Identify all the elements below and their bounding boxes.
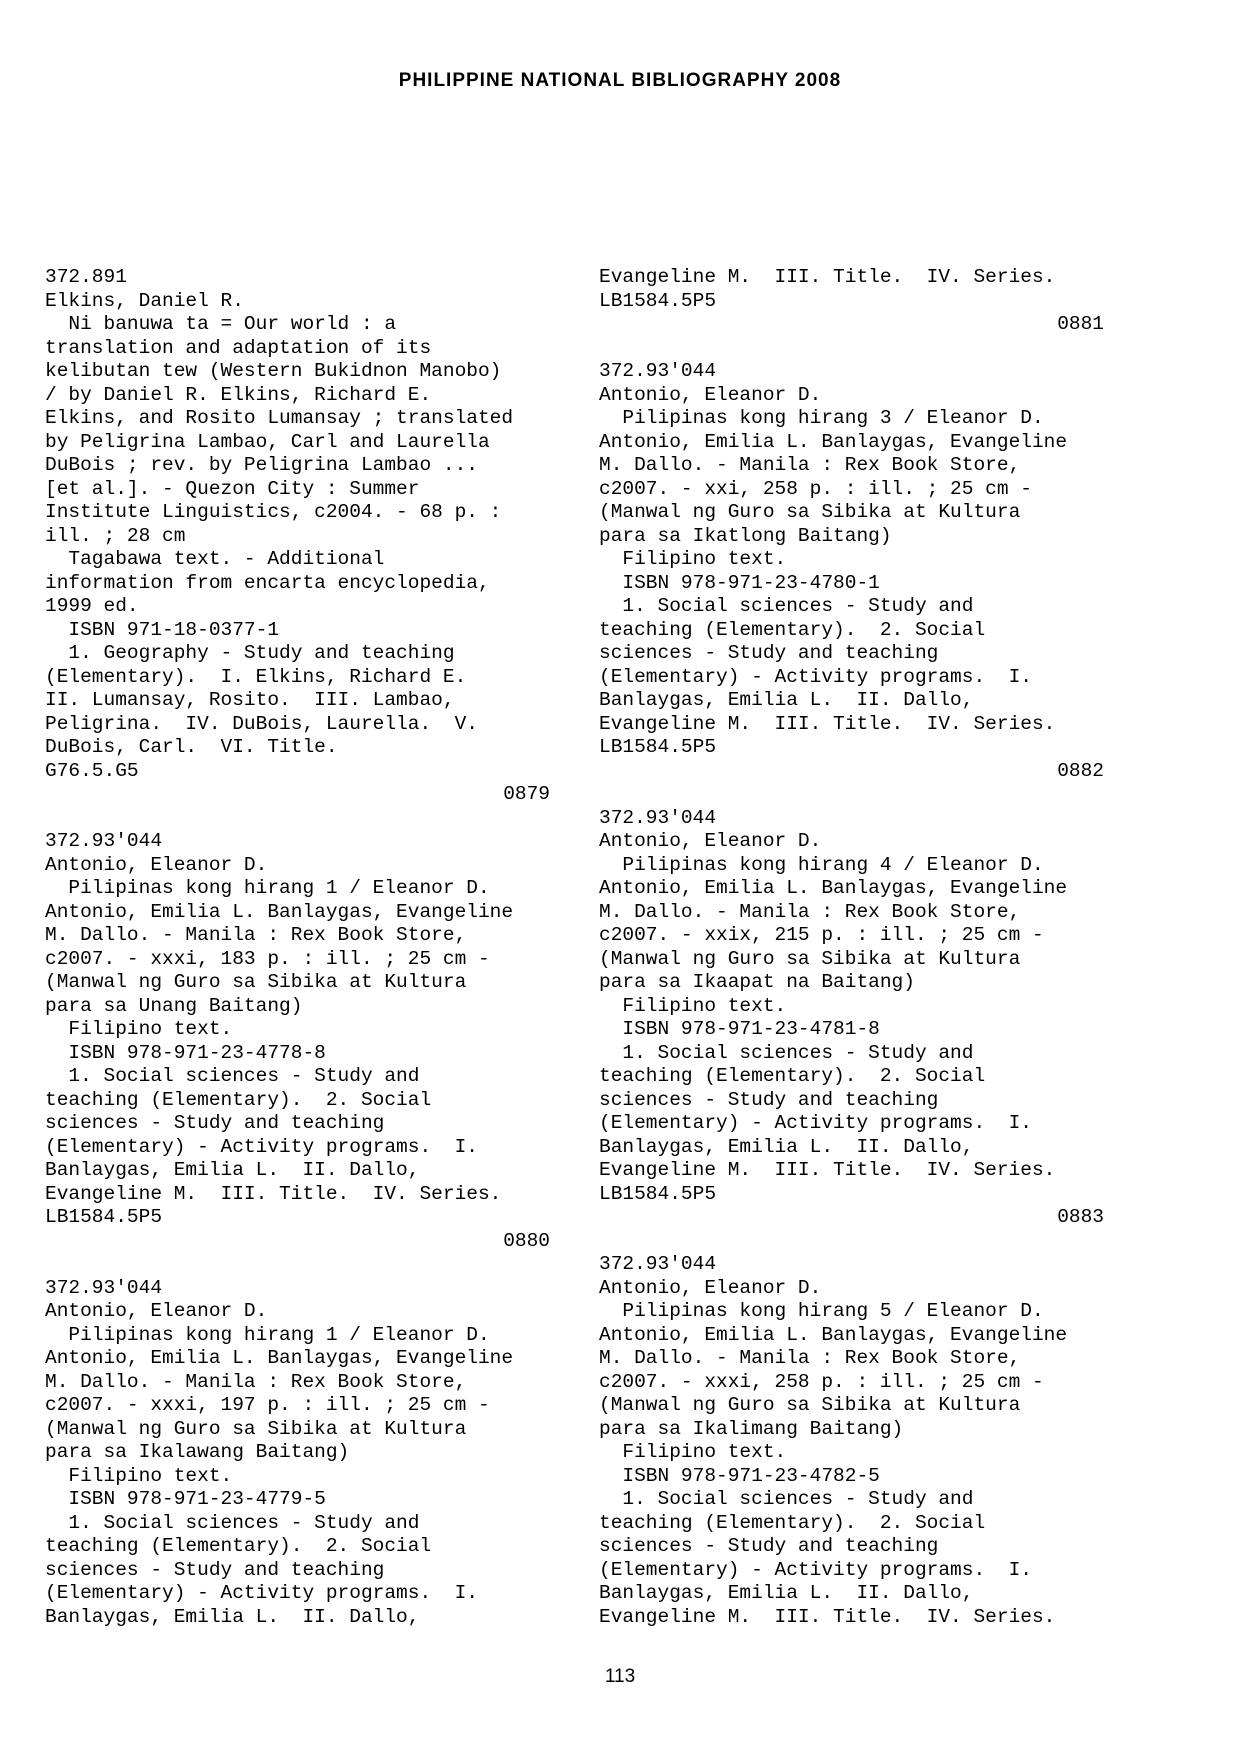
- entry-line: 1. Social sciences - Study and: [45, 1065, 420, 1087]
- entry-line: / by Daniel R. Elkins, Richard E.: [45, 383, 432, 406]
- entry-line: teaching (Elementary). 2. Social: [599, 618, 986, 641]
- entry-number: 0882: [1057, 759, 1104, 782]
- entry-line: LB1584.5P5: [599, 1182, 717, 1205]
- entry-line: c2007. - xxxi, 183 p. : ill. ; 25 cm -: [45, 947, 490, 970]
- entry-line: M. Dallo. - Manila : Rex Book Store,: [45, 1370, 467, 1393]
- entry-line: (Manwal ng Guro sa Sibika at Kultura: [45, 1417, 467, 1440]
- entry-line: Evangeline M. III. Title. IV. Series.: [599, 712, 1056, 735]
- entry-line: Antonio, Emilia L. Banlaygas, Evangeline: [599, 430, 1068, 453]
- entry-line: M. Dallo. - Manila : Rex Book Store,: [599, 1347, 1021, 1369]
- entry-line: (Manwal ng Guro sa Sibika at Kultura: [599, 501, 1021, 523]
- entry-line: Institute Linguistics, c2004. - 68 p. :: [45, 501, 502, 523]
- entry-line: Tagabawa text. - Additional: [45, 548, 385, 570]
- entry-line: Evangeline M. III. Title. IV. Series.: [599, 1159, 1056, 1181]
- entry-line: 372.93'044: [45, 830, 163, 852]
- entry-line: teaching (Elementary). 2. Social: [45, 1535, 432, 1557]
- entry-line: para sa Unang Baitang): [45, 994, 303, 1017]
- entry-line: Pilipinas kong hirang 5 / Eleanor D.: [599, 1300, 1044, 1322]
- entry-spacer: [45, 807, 550, 831]
- entry-line: kelibutan tew (Western Bukidnon Manobo): [45, 360, 502, 382]
- entry-line: Filipino text.: [45, 1018, 233, 1040]
- entry-line: teaching (Elementary). 2. Social: [45, 1088, 432, 1111]
- entry-line: ISBN 978-971-23-4779-5: [45, 1488, 326, 1510]
- entry-line: Filipino text.: [599, 548, 787, 570]
- entry-line: Evangeline M. III. Title. IV. Series.: [599, 1605, 1056, 1628]
- entry-spacer: [599, 783, 1104, 807]
- entry-line: Evangeline M. III. Title. IV. Series.: [45, 1182, 502, 1205]
- entry-line: c2007. - xxi, 258 p. : ill. ; 25 cm -: [599, 477, 1032, 500]
- entry-line: 1. Social sciences - Study and: [599, 1041, 974, 1064]
- entry-spacer: [45, 1253, 550, 1277]
- entry-line: Antonio, Eleanor D.: [599, 830, 822, 852]
- entry-line: G76.5.G5: [45, 759, 139, 782]
- entry-line: by Peligrina Lambao, Carl and Laurella: [45, 430, 490, 453]
- entry-line: para sa Ikalimang Baitang): [599, 1417, 904, 1440]
- entry-line: 1. Social sciences - Study and: [599, 595, 974, 617]
- entry-line: Antonio, Emilia L. Banlaygas, Evangeline: [599, 877, 1068, 899]
- entry-line: teaching (Elementary). 2. Social: [599, 1065, 986, 1087]
- entry-line: ISBN 978-971-23-4782-5: [599, 1464, 880, 1487]
- entry-line: (Elementary). I. Elkins, Richard E.: [45, 665, 467, 688]
- entry-line: Banlaygas, Emilia L. II. Dallo,: [599, 1135, 974, 1158]
- entry-line: Pilipinas kong hirang 4 / Eleanor D.: [599, 853, 1044, 876]
- entry-line: (Elementary) - Activity programs. I.: [599, 1558, 1032, 1581]
- entry-line: M. Dallo. - Manila : Rex Book Store,: [599, 454, 1021, 476]
- entry-line: teaching (Elementary). 2. Social: [599, 1511, 986, 1534]
- entry-line: 1. Geography - Study and teaching: [45, 642, 455, 664]
- page-header-title: PHILIPPINE NATIONAL BIBLIOGRAPHY 2008: [398, 70, 842, 91]
- entry-line: Antonio, Eleanor D.: [599, 383, 822, 406]
- entry-line: Banlaygas, Emilia L. II. Dallo,: [45, 1159, 420, 1181]
- entry-line: DuBois ; rev. by Peligrina Lambao ...: [45, 454, 478, 476]
- entry-line: sciences - Study and teaching: [45, 1112, 385, 1134]
- entry-line: M. Dallo. - Manila : Rex Book Store,: [599, 900, 1021, 923]
- entry-line: 1. Social sciences - Study and: [45, 1511, 420, 1534]
- entry-line: Pilipinas kong hirang 1 / Eleanor D.: [45, 877, 490, 899]
- entry-line: II. Lumansay, Rosito. III. Lambao,: [45, 689, 455, 711]
- entry-line: (Manwal ng Guro sa Sibika at Kultura: [599, 947, 1021, 970]
- entry-line: Antonio, Emilia L. Banlaygas, Evangeline: [599, 1323, 1068, 1346]
- entry-line: Antonio, Eleanor D.: [599, 1276, 822, 1299]
- entry-line: c2007. - xxix, 215 p. : ill. ; 25 cm -: [599, 924, 1044, 946]
- entry-line: Filipino text.: [45, 1464, 233, 1487]
- entry-line: (Manwal ng Guro sa Sibika at Kultura: [45, 971, 467, 993]
- entry-line: (Elementary) - Activity programs. I.: [599, 1112, 1032, 1134]
- entry-spacer: [599, 1230, 1104, 1254]
- entry-line: Filipino text.: [599, 1441, 787, 1463]
- entry-line: c2007. - xxxi, 258 p. : ill. ; 25 cm -: [599, 1370, 1044, 1393]
- entry-line: Antonio, Eleanor D.: [45, 853, 268, 876]
- entry-line: 372.93'044: [45, 1276, 163, 1299]
- entry-line: (Elementary) - Activity programs. I.: [45, 1582, 478, 1604]
- entry-line: sciences - Study and teaching: [599, 1088, 939, 1111]
- bibliography-column-left: [45, 266, 550, 1629]
- entry-line: ISBN 978-971-23-4780-1: [599, 571, 880, 594]
- entry-line: Evangeline M. III. Title. IV. Series.: [599, 266, 1056, 288]
- entry-number: 0883: [1057, 1206, 1104, 1228]
- entry-line: M. Dallo. - Manila : Rex Book Store,: [45, 924, 467, 946]
- entry-line: Filipino text.: [599, 994, 787, 1017]
- entry-line: (Manwal ng Guro sa Sibika at Kultura: [599, 1394, 1021, 1416]
- entry-line: sciences - Study and teaching: [45, 1558, 385, 1581]
- entry-line: LB1584.5P5: [599, 736, 717, 758]
- entry-line: (Elementary) - Activity programs. I.: [45, 1135, 478, 1158]
- entry-line: translation and adaptation of its: [45, 336, 432, 359]
- entry-line: Antonio, Eleanor D.: [45, 1300, 268, 1322]
- entry-line: Elkins, and Rosito Lumansay ; translated: [45, 407, 514, 429]
- entry-line: Pilipinas kong hirang 3 / Eleanor D.: [599, 407, 1044, 429]
- entry-line: ISBN 978-971-23-4781-8: [599, 1018, 880, 1040]
- bibliography-column-right: [599, 266, 1104, 1629]
- entry-number: 0880: [503, 1229, 550, 1252]
- entry-line: 372.93'044: [599, 806, 717, 829]
- entry-line: para sa Ikatlong Baitang): [599, 524, 892, 547]
- entry-line: Banlaygas, Emilia L. II. Dallo,: [45, 1605, 420, 1628]
- entry-line: 372.891: [45, 266, 127, 288]
- entry-line: Antonio, Emilia L. Banlaygas, Evangeline: [45, 1347, 514, 1369]
- entry-line: sciences - Study and teaching: [599, 1535, 939, 1557]
- entry-line: information from encarta encyclopedia,: [45, 571, 490, 594]
- entry-line: LB1584.5P5: [599, 289, 717, 312]
- entry-line: (Elementary) - Activity programs. I.: [599, 665, 1032, 688]
- entry-line: ISBN 971-18-0377-1: [45, 618, 280, 641]
- entry-line: LB1584.5P5: [45, 1206, 163, 1228]
- entry-line: Antonio, Emilia L. Banlaygas, Evangeline: [45, 900, 514, 923]
- entry-line: para sa Ikalawang Baitang): [45, 1441, 350, 1463]
- entry-line: Banlaygas, Emilia L. II. Dallo,: [599, 1582, 974, 1604]
- entry-line: 1. Social sciences - Study and: [599, 1488, 974, 1510]
- entry-line: Peligrina. IV. DuBois, Laurella. V.: [45, 712, 478, 735]
- entry-line: ill. ; 28 cm: [45, 524, 186, 547]
- entry-spacer: [599, 337, 1104, 361]
- page-number: 113: [604, 1666, 636, 1687]
- entry-line: c2007. - xxxi, 197 p. : ill. ; 25 cm -: [45, 1394, 490, 1416]
- entry-number: 0881: [1057, 313, 1104, 335]
- entry-number: 0879: [503, 783, 550, 805]
- entry-line: Pilipinas kong hirang 1 / Eleanor D.: [45, 1323, 490, 1346]
- entry-line: Elkins, Daniel R.: [45, 289, 244, 312]
- entry-line: Banlaygas, Emilia L. II. Dallo,: [599, 689, 974, 711]
- entry-line: sciences - Study and teaching: [599, 642, 939, 664]
- entry-line: para sa Ikaapat na Baitang): [599, 971, 915, 993]
- entry-line: DuBois, Carl. VI. Title.: [45, 736, 338, 758]
- entry-line: 1999 ed.: [45, 595, 139, 617]
- entry-line: 372.93'044: [599, 360, 717, 382]
- entry-line: [et al.]. - Quezon City : Summer: [45, 477, 420, 500]
- entry-line: ISBN 978-971-23-4778-8: [45, 1041, 326, 1064]
- entry-line: Ni banuwa ta = Our world : a: [45, 313, 397, 335]
- entry-line: 372.93'044: [599, 1253, 717, 1275]
